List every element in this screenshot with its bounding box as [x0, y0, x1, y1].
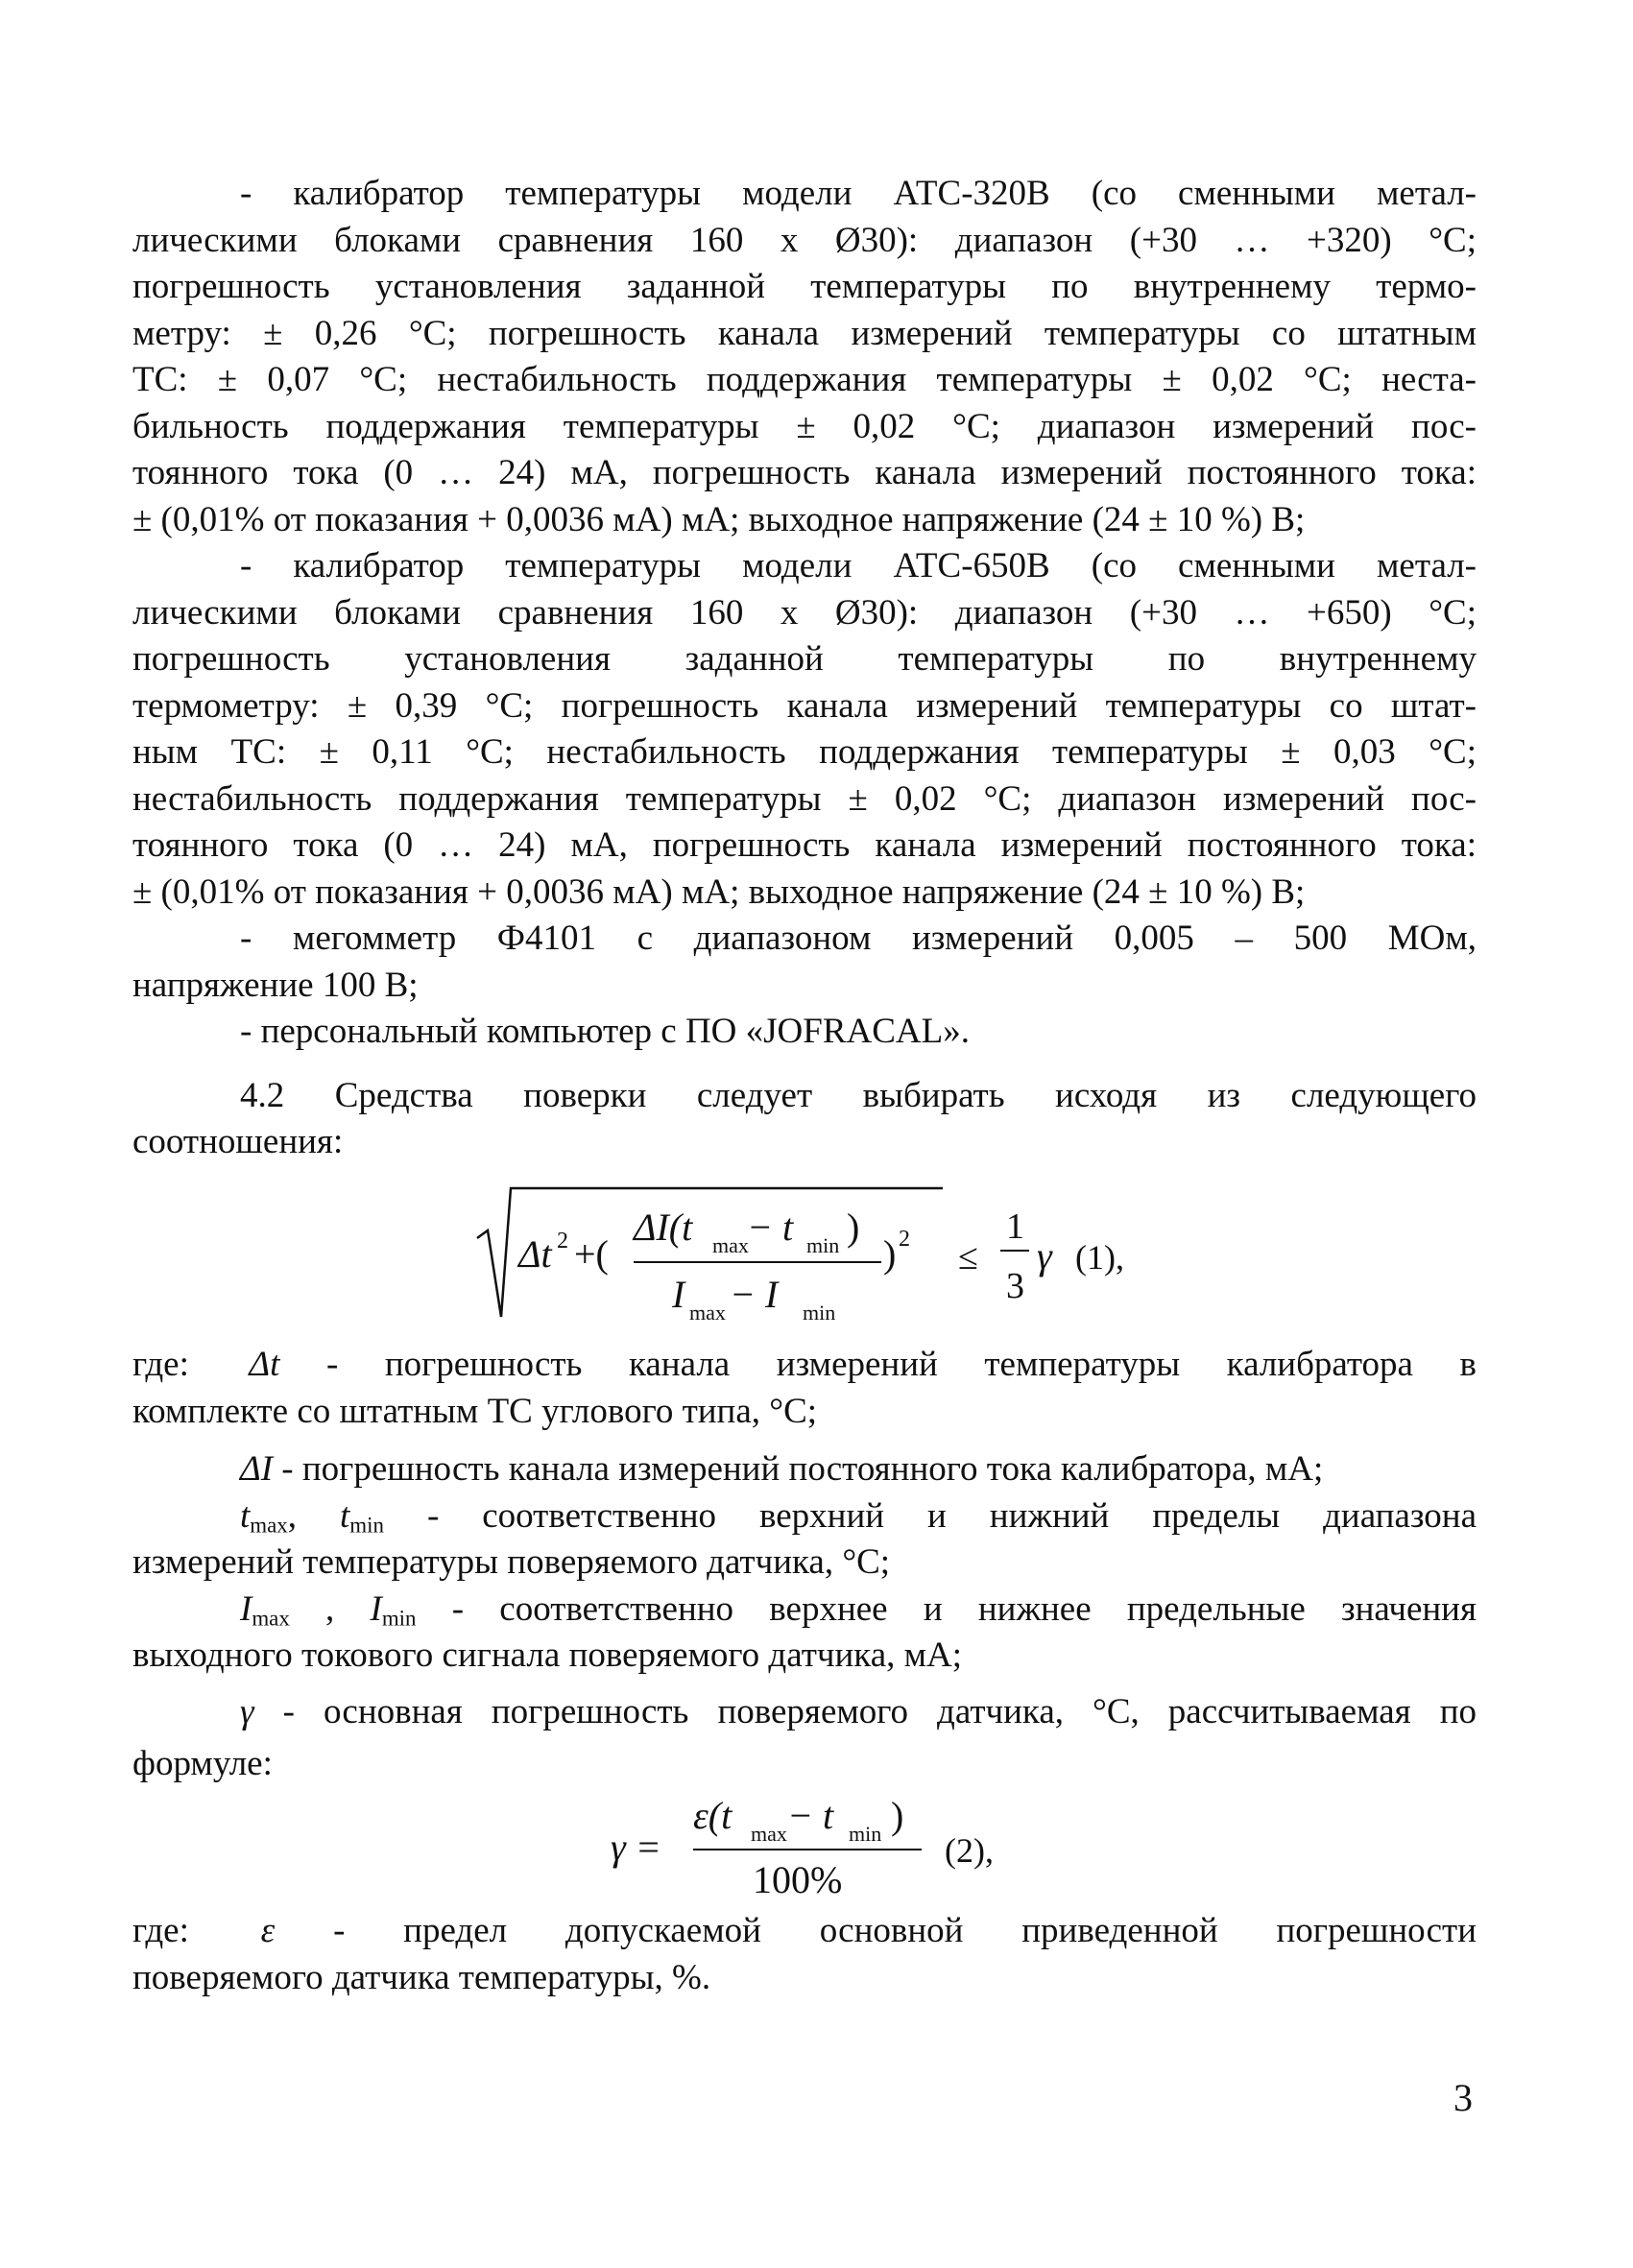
epsilon-symbol: ε [260, 1911, 276, 1950]
text-line: - мегомметр Ф4101 с диапазоном измерений 0,005 – 500 МОм, [240, 919, 1477, 958]
text-line: - персональный компьютер с ПО «JOFRACAL». [240, 1012, 970, 1051]
text-line: измерений температуры поверяемого датчика, °С; [132, 1542, 891, 1582]
exponent-2b: 2 [899, 1227, 910, 1252]
numerator-minus-t: − t [747, 1206, 794, 1249]
sub-max: max [751, 1822, 787, 1846]
definition-delta-t [132, 1342, 1477, 1389]
definition-delta-i [132, 1446, 1477, 1493]
den-sub-max: max [689, 1301, 726, 1325]
sub-max: max [712, 1233, 749, 1257]
definition-epsilon [132, 1908, 1477, 1955]
text-line: нестабильность поддержания температуры ± 0,02 °С; диапазон измерений пос- [132, 778, 1477, 819]
definition-text: - основная погрешность поверяемого датчика, °С, рассчитываемая по [282, 1691, 1477, 1731]
numerator-delta-i: ΔI(t [634, 1206, 693, 1249]
text-line: тоянного тока (0 … 24) мА, погрешность канала измерений постоянного тока: [132, 453, 1477, 492]
denominator: 100% [753, 1858, 843, 1901]
text-line: соотношения: [132, 1122, 344, 1161]
definition-gamma [132, 1689, 1477, 1736]
gamma: γ [1037, 1234, 1052, 1277]
text-line: - калибратор температуры модели АТС-650В (со сменными метал- [240, 546, 1477, 585]
radical-sign [477, 1188, 943, 1317]
gamma-symbol: γ [240, 1691, 254, 1731]
sub-min: min [806, 1233, 840, 1257]
text-line: метру: ± 0,26 °С; погрешность канала измерений температуры со штатным [132, 313, 1477, 353]
text-line: формуле: [132, 1744, 273, 1783]
section-4-2 [132, 1073, 1477, 1166]
definition-text: - предел допускаемой основной приведенной погрешности [333, 1911, 1477, 1950]
formula-2-label: (2), [945, 1831, 994, 1870]
text-line: ± (0,01% от показания + 0,0036 мА) мА; выходное напряжение (24 ± 10 %) В; [132, 499, 1306, 539]
definition-text: - погрешность канала измерений температуры калибратора в [325, 1345, 1477, 1384]
text-line: тоянного тока (0 … 24) мА, погрешность канала измерений постоянного тока: [132, 825, 1477, 865]
definitions [132, 1342, 1477, 1788]
numerator-close: ) [847, 1206, 860, 1249]
text-line: лическими блоками сравнения 160 х Ø30): диапазон (+30 … +320) °С; [132, 220, 1477, 260]
text-line: лическими блоками сравнения 160 х Ø30): диапазон (+30 … +650) °С; [132, 592, 1477, 633]
text-line: ным ТС: ± 0,11 °С; нестабильность поддержания температуры ± 0,03 °С; [132, 732, 1477, 772]
definition-text: - погрешность канала измерений постоянного тока калибратора, мА; [281, 1449, 1324, 1489]
epsilon-numerator: ε(t [693, 1794, 732, 1837]
den-sub-min: min [803, 1301, 836, 1325]
definition-text: - соответственно верхний и нижний пределы диапазона [426, 1495, 1477, 1536]
close-square-paren: ) [883, 1232, 897, 1276]
one: 1 [1006, 1206, 1024, 1247]
denominator-minus-i: − I [730, 1273, 779, 1316]
definition-text: - соответственно верхнее и нижнее предельные значения [451, 1588, 1477, 1629]
plus-paren: +( [574, 1232, 609, 1276]
delta-i-symbol: ΔI [240, 1449, 274, 1489]
text-line: бильность поддержания температуры ± 0,02 °С; диапазон измерений пос- [132, 406, 1477, 446]
definition-t-limits: $t_{max}$, $t_{min}$ - соответственно верхний и нижний пределы диапазона [240, 1495, 1477, 1538]
text-line: погрешность установления заданной температуры по внутреннему термо- [132, 267, 1477, 306]
paragraph-pc [132, 1009, 1477, 1056]
formula-1-label: (1), [1075, 1238, 1124, 1277]
where-label: где: [132, 1911, 189, 1950]
text-line: комплекте со штатным ТС углового типа, °С; [132, 1391, 818, 1431]
i-max-symbol: $I_{max}$ [240, 1588, 290, 1631]
svg-text:Δt [516, 1232, 552, 1276]
delta-t: Δt [518, 1232, 552, 1276]
text-line: ТС: ± 0,07 °С; нестабильность поддержания температуры ± 0,02 °С; неста- [132, 360, 1477, 399]
paragraph-atc650 [132, 543, 1477, 916]
section-heading-line: 4.2 Средства поверки следует выбирать исходя из следующего [240, 1075, 1477, 1115]
exponent-2: 2 [557, 1229, 568, 1253]
text-line: выходного токового сигнала поверяемого датчика, мА; [132, 1635, 963, 1675]
less-equal: ≤ [958, 1237, 978, 1277]
denominator-i-max: I [672, 1273, 685, 1316]
definition-i-limits: $I_{max}$ , $I_{min}$ - соответственно верхнее и нижнее предельные значения [240, 1588, 1477, 1631]
text-line: - калибратор температуры модели АТС-320В (со сменными метал- [240, 174, 1477, 213]
epsilon-definition [132, 1908, 1477, 2001]
three: 3 [1006, 1266, 1024, 1306]
gamma-equals: γ = [611, 1826, 661, 1869]
text-line: погрешность установления заданной температуры по внутреннему [132, 639, 1477, 679]
numerator-close: ) [891, 1794, 904, 1837]
page-number: 3 [1453, 2076, 1473, 2119]
delta-t-symbol: Δt [249, 1345, 280, 1384]
text-line: ± (0,01% от показания + 0,0036 мА) мА; выходное напряжение (24 ± 10 %) В; [132, 871, 1306, 912]
paragraph-megohmmeter [132, 916, 1477, 1009]
where-label: где: [132, 1345, 189, 1384]
document-body [132, 171, 1477, 1166]
text-line: поверяемого датчика температуры, %. [132, 1957, 711, 1997]
text-line: напряжение 100 В; [132, 965, 419, 1005]
paragraph-atc320 [132, 171, 1477, 543]
t-max-symbol: $t_{max}$ [240, 1495, 288, 1538]
i-min-symbol: $I_{min}$ [370, 1588, 417, 1631]
sub-min: min [849, 1822, 882, 1846]
t-min-symbol: $t_{min}$ [340, 1495, 384, 1538]
numerator-minus-t: − t [787, 1794, 834, 1837]
text-line: термометру: ± 0,39 °С; погрешность канала измерений температуры со штат- [132, 685, 1477, 726]
